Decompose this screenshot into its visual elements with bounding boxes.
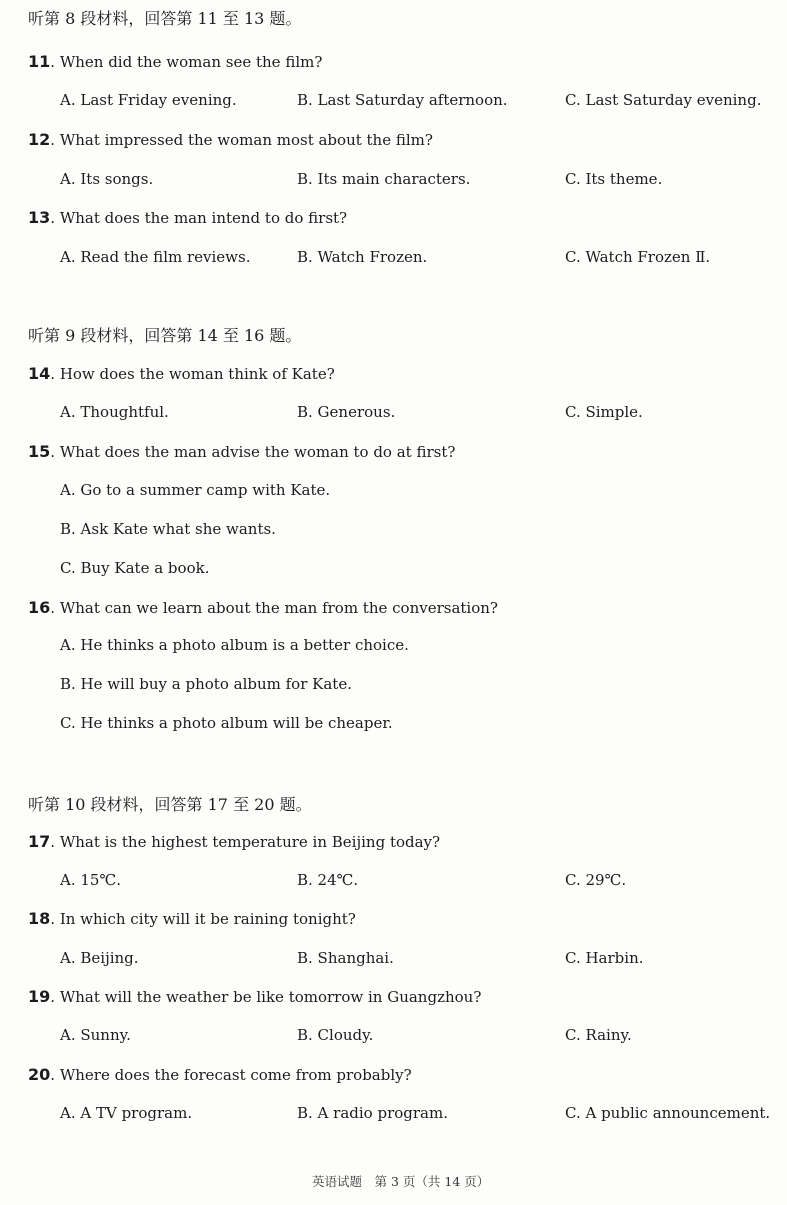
question-number: 13 — [28, 208, 51, 227]
question-13: 13. What does the man intend to do first? — [28, 208, 348, 227]
option-18-c[interactable]: C. Harbin. — [565, 949, 644, 967]
option-12-b[interactable]: B. Its main characters. — [297, 170, 471, 188]
section-intro-2: 听第 9 段材料，回答第 14 至 16 题。 — [28, 326, 302, 345]
option-12-a[interactable]: A. Its songs. — [60, 170, 154, 188]
question-text: In which city will it be raining tonight? — [59, 910, 356, 928]
option-11-a[interactable]: A. Last Friday evening. — [60, 91, 237, 109]
option-18-b[interactable]: B. Shanghai. — [297, 949, 394, 967]
option-11-b[interactable]: B. Last Saturday afternoon. — [297, 91, 508, 109]
option-16-a[interactable]: A. He thinks a photo album is a better choice. — [60, 636, 409, 654]
question-text: What does the man intend to do first? — [59, 209, 348, 227]
question-17: 17. What is the highest temperature in Beijing today? — [28, 832, 441, 851]
option-15-b[interactable]: B. Ask Kate what she wants. — [60, 520, 276, 538]
option-13-c[interactable]: C. Watch Frozen Ⅱ. — [565, 248, 711, 266]
question-number: 18 — [28, 909, 51, 928]
page-footer: 英语试题 第 3 页（共 14 页） — [312, 1174, 490, 1189]
option-14-c[interactable]: C. Simple. — [565, 403, 643, 421]
option-18-a[interactable]: A. Beijing. — [60, 949, 139, 967]
section-intro-3: 听第 10 段材料，回答第 17 至 20 题。 — [28, 795, 312, 814]
option-17-b[interactable]: B. 24℃. — [297, 871, 359, 889]
question-16: 16. What can we learn about the man from the conversation? — [28, 598, 498, 617]
question-14: 14. How does the woman think of Kate? — [28, 364, 335, 383]
question-number: 17 — [28, 832, 51, 851]
question-text: What does the man advise the woman to do at first? — [59, 443, 456, 461]
question-text: How does the woman think of Kate? — [59, 365, 335, 383]
option-16-b[interactable]: B. He will buy a photo album for Kate. — [60, 675, 352, 693]
option-19-c[interactable]: C. Rainy. — [565, 1026, 632, 1044]
question-number: 14 — [28, 364, 51, 383]
question-18: 18. In which city will it be raining tonight? — [28, 909, 356, 928]
question-number: 20 — [28, 1065, 51, 1084]
question-12: 12. What impressed the woman most about the film? — [28, 130, 433, 149]
question-19: 19. What will the weather be like tomorrow in Guangzhou? — [28, 987, 482, 1006]
option-13-a[interactable]: A. Read the film reviews. — [60, 248, 251, 266]
question-20: 20. Where does the forecast come from probably? — [28, 1065, 412, 1084]
question-text: What will the weather be like tomorrow in Guangzhou? — [59, 988, 482, 1006]
question-text: What can we learn about the man from the conversation? — [59, 599, 498, 617]
option-15-a[interactable]: A. Go to a summer camp with Kate. — [60, 481, 331, 499]
option-19-a[interactable]: A. Sunny. — [60, 1026, 131, 1044]
option-14-b[interactable]: B. Generous. — [297, 403, 396, 421]
option-15-c[interactable]: C. Buy Kate a book. — [60, 559, 210, 577]
question-number: 15 — [28, 442, 51, 461]
question-text: Where does the forecast come from probably? — [59, 1066, 412, 1084]
question-number: 12 — [28, 130, 51, 149]
question-number: 16 — [28, 598, 51, 617]
option-20-b[interactable]: B. A radio program. — [297, 1104, 448, 1122]
option-14-a[interactable]: A. Thoughtful. — [60, 403, 169, 421]
option-13-b[interactable]: B. Watch Frozen. — [297, 248, 428, 266]
option-20-c[interactable]: C. A public announcement. — [565, 1104, 771, 1122]
question-11: 11. When did the woman see the film? — [28, 52, 323, 71]
option-12-c[interactable]: C. Its theme. — [565, 170, 663, 188]
question-text: What is the highest temperature in Beijing today? — [59, 833, 441, 851]
option-17-a[interactable]: A. 15℃. — [60, 871, 122, 889]
question-number: 11 — [28, 52, 51, 71]
question-text: What impressed the woman most about the film? — [59, 131, 433, 149]
section-intro-1: 听第 8 段材料，回答第 11 至 13 题。 — [28, 9, 302, 28]
option-11-c[interactable]: C. Last Saturday evening. — [565, 91, 762, 109]
option-19-b[interactable]: B. Cloudy. — [297, 1026, 374, 1044]
option-17-c[interactable]: C. 29℃. — [565, 871, 627, 889]
question-15: 15. What does the man advise the woman to do at first? — [28, 442, 456, 461]
option-16-c[interactable]: C. He thinks a photo album will be cheaper. — [60, 714, 393, 732]
option-20-a[interactable]: A. A TV program. — [60, 1104, 193, 1122]
question-text: When did the woman see the film? — [59, 53, 323, 71]
question-number: 19 — [28, 987, 51, 1006]
